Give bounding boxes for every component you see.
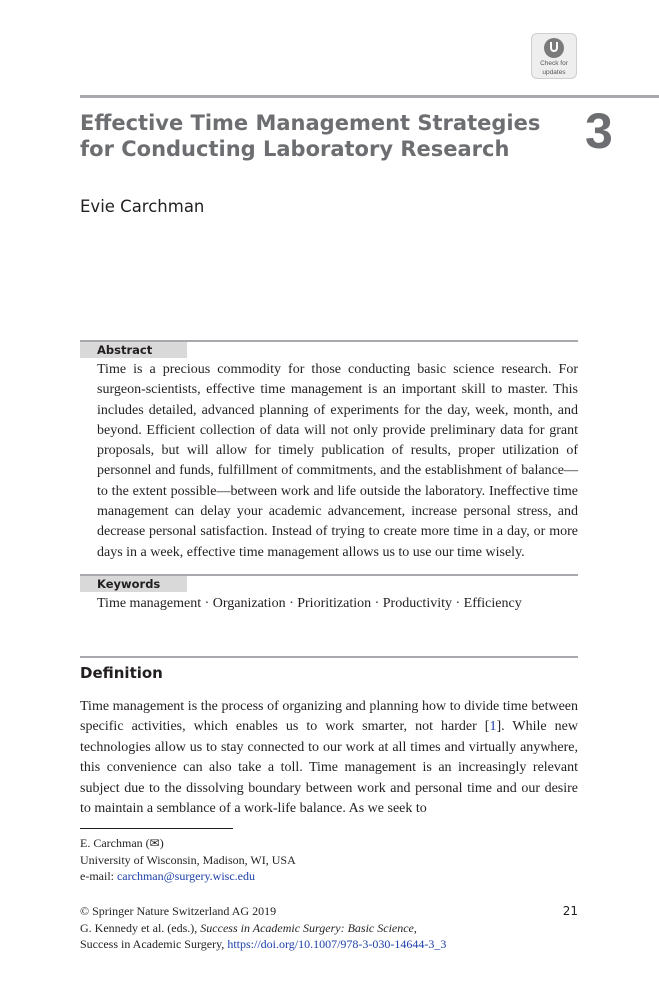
badge-label-line1: Check for <box>540 60 568 67</box>
book-citation-line <box>80 920 578 937</box>
editors-text: G. Kennedy et al. (eds.), <box>80 920 201 935</box>
book-title: Success in Academic Surgery: Basic Science <box>200 920 414 935</box>
keywords-label: Keywords <box>80 576 187 592</box>
footnote-author: E. Carchman (✉) <box>80 836 164 850</box>
keywords-text: Time management · Organization · Prioritization · Productivity · Efficiency <box>97 596 522 611</box>
footnote-affiliation: University of Wisconsin, Madison, WI, USA <box>80 852 296 867</box>
copyright-line: © Springer Nature Switzerland AG 2019 <box>80 904 277 918</box>
bookmark-icon <box>544 38 564 58</box>
definition-heading: Definition <box>80 664 163 682</box>
page-number: 21 <box>562 904 578 918</box>
citation-link[interactable]: 1 <box>489 719 497 735</box>
definition-text-part2: ]. While new technologies allow us to stay connected to our work at all times and virtually anywhere, this convenience can also take a toll. Time management is an increasingly relevant subject due to the dissolving boundary between work and personal time and our desire to maintain a semblance of a work-life balance. As we seek to <box>80 719 578 817</box>
series-doi-line <box>80 936 578 953</box>
definition-text <box>80 697 578 819</box>
email-link[interactable]: carchman@surgery.wisc.edu <box>116 869 255 883</box>
definition-text-part1: Time management is the process of organizing and planning how to divide time between specific activities, which enables us to work smarter, not harder [ <box>80 699 578 735</box>
author-footnote <box>80 835 578 885</box>
email-label: e-mail: <box>80 869 117 883</box>
chapter-author: Evie Carchman <box>80 197 205 216</box>
footnote-rule <box>80 828 233 829</box>
header-rule <box>80 95 659 98</box>
citation-comma: , <box>413 920 417 935</box>
doi-link[interactable]: https://doi.org/10.1007/978-3-030-14644-3_3 <box>227 937 447 951</box>
chapter-number: 3 <box>585 103 613 159</box>
abstract-label: Abstract <box>80 342 187 358</box>
footnote-email-line <box>80 868 578 885</box>
abstract-text: Time is a precious commodity for those conducting basic science research. For surgeon-scientists, effective time management is an important skill to master. This includes detailed, advanced planning of experiments for the day, week, month, and beyond. Efficient collection of data will not only provide preliminary data for grant proposals, but will allow for timely publication of results, proper utilization of personnel and funds, fulfillment of commitments, and the establishment of balance—to the extent possible—between work and life outside the laboratory. Ineffective time management can delay your academic advancement, increase personal stress, and decrease personal satisfaction. Instead of trying to create more time in a day, or more days in a week, effective time management allows us to use our time wisely. <box>97 362 578 560</box>
copyright-block <box>80 903 578 953</box>
definition-rule <box>80 656 578 658</box>
series-text: Success in Academic Surgery, <box>80 937 228 951</box>
check-for-updates-badge[interactable] <box>531 33 577 79</box>
badge-label-line2: updates <box>542 69 566 76</box>
chapter-title: Effective Time Management Strategies for Conducting Laboratory Research <box>80 111 541 161</box>
